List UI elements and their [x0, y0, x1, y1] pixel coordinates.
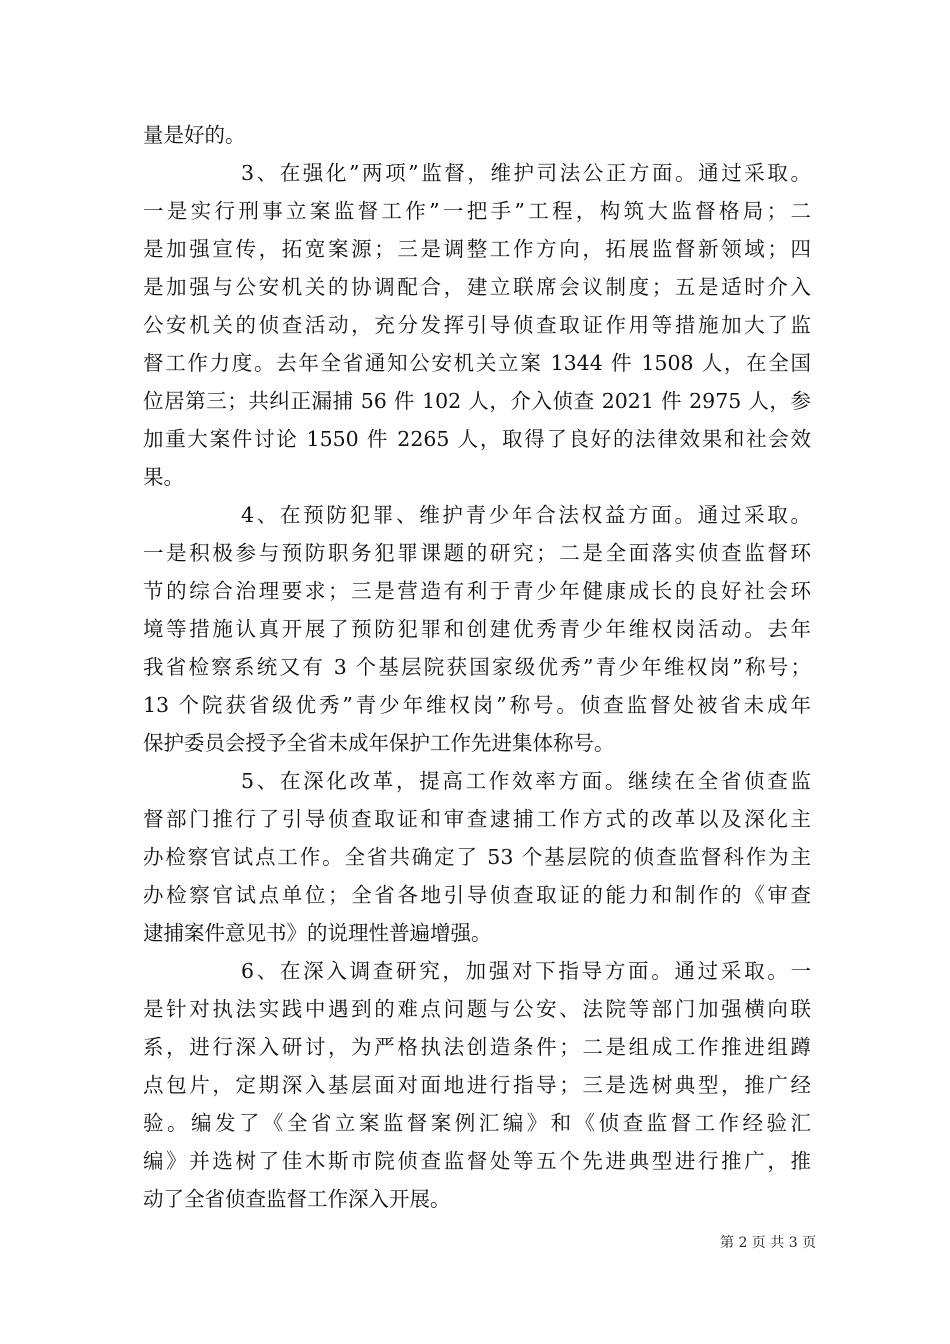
text-line: 3、在强化”两项”监督，维护司法公正方面。通过采取。 — [241, 161, 811, 185]
text-line: 13 个院获省级优秀”青少年维权岗”称号。侦查监督处被省未成年 — [143, 693, 811, 717]
text-line: 果。 — [143, 465, 184, 489]
text-line: 编》并选树了佳木斯市院侦查监督处等五个先进典型进行推广，推 — [143, 1149, 811, 1173]
text-line: 位居第三；共纠正漏捕 56 件 102 人，介入侦查 2021 件 2975 人，参 — [143, 389, 811, 413]
text-line: 验。编发了《全省立案监督案例汇编》和《侦查监督工作经验汇 — [143, 1111, 811, 1135]
text-line: 我省检察系统又有 3 个基层院获国家级优秀”青少年维权岗”称号； — [143, 655, 811, 679]
text-line: 是针对执法实践中遇到的难点问题与公安、法院等部门加强横向联 — [143, 997, 811, 1021]
text-line: 系，进行深入研讨，为严格执法创造条件；二是组成工作推进组蹲 — [143, 1035, 811, 1059]
text-line: 逮捕案件意见书》的说理性普遍增强。 — [143, 921, 492, 945]
text-line: 4、在预防犯罪、维护青少年合法权益方面。通过采取。 — [241, 503, 811, 527]
page-number: 第 2 页 共 3 页 — [720, 1235, 817, 1251]
text-line: 督部门推行了引导侦查取证和审查逮捕工作方式的改革以及深化主 — [143, 807, 811, 831]
text-line: 办检察官试点工作。全省共确定了 53 个基层院的侦查监督科作为主 — [143, 845, 811, 869]
text-line: 保护委员会授予全省未成年保护工作先进集体称号。 — [143, 731, 615, 755]
text-line: 公安机关的侦查活动，充分发挥引导侦查取证作用等措施加大了监 — [143, 313, 811, 337]
text-line: 是加强与公安机关的协调配合，建立联席会议制度；五是适时介入 — [143, 275, 811, 299]
text-line: 6、在深入调查研究，加强对下指导方面。通过采取。一 — [241, 959, 811, 983]
text-line: 督工作力度。去年全省通知公安机关立案 1344 件 1508 人，在全国 — [143, 351, 811, 375]
text-line: 节的综合治理要求；三是营造有利于青少年健康成长的良好社会环 — [143, 579, 811, 603]
text-line: 动了全省侦查监督工作深入开展。 — [143, 1187, 451, 1211]
text-line: 点包片，定期深入基层面对面地进行指导；三是选树典型，推广经 — [143, 1073, 811, 1097]
text-line: 加重大案件讨论 1550 件 2265 人，取得了良好的法律效果和社会效 — [143, 427, 811, 451]
text-line: 5、在深化改革，提高工作效率方面。继续在全省侦查监 — [241, 769, 811, 793]
text-line: 境等措施认真开展了预防犯罪和创建优秀青少年维权岗活动。去年 — [143, 617, 811, 641]
text-line: 一是积极参与预防职务犯罪课题的研究；二是全面落实侦查监督环 — [143, 541, 811, 565]
text-line: 是加强宣传，拓宽案源；三是调整工作方向，拓展监督新领域；四 — [143, 237, 811, 261]
body-text — [143, 116, 811, 1218]
text-line: 办检察官试点单位；全省各地引导侦查取证的能力和制作的《审查 — [143, 883, 811, 907]
text-line: 量是好的。 — [143, 123, 246, 147]
text-line: 一是实行刑事立案监督工作”一把手”工程，构筑大监督格局；二 — [143, 199, 811, 223]
